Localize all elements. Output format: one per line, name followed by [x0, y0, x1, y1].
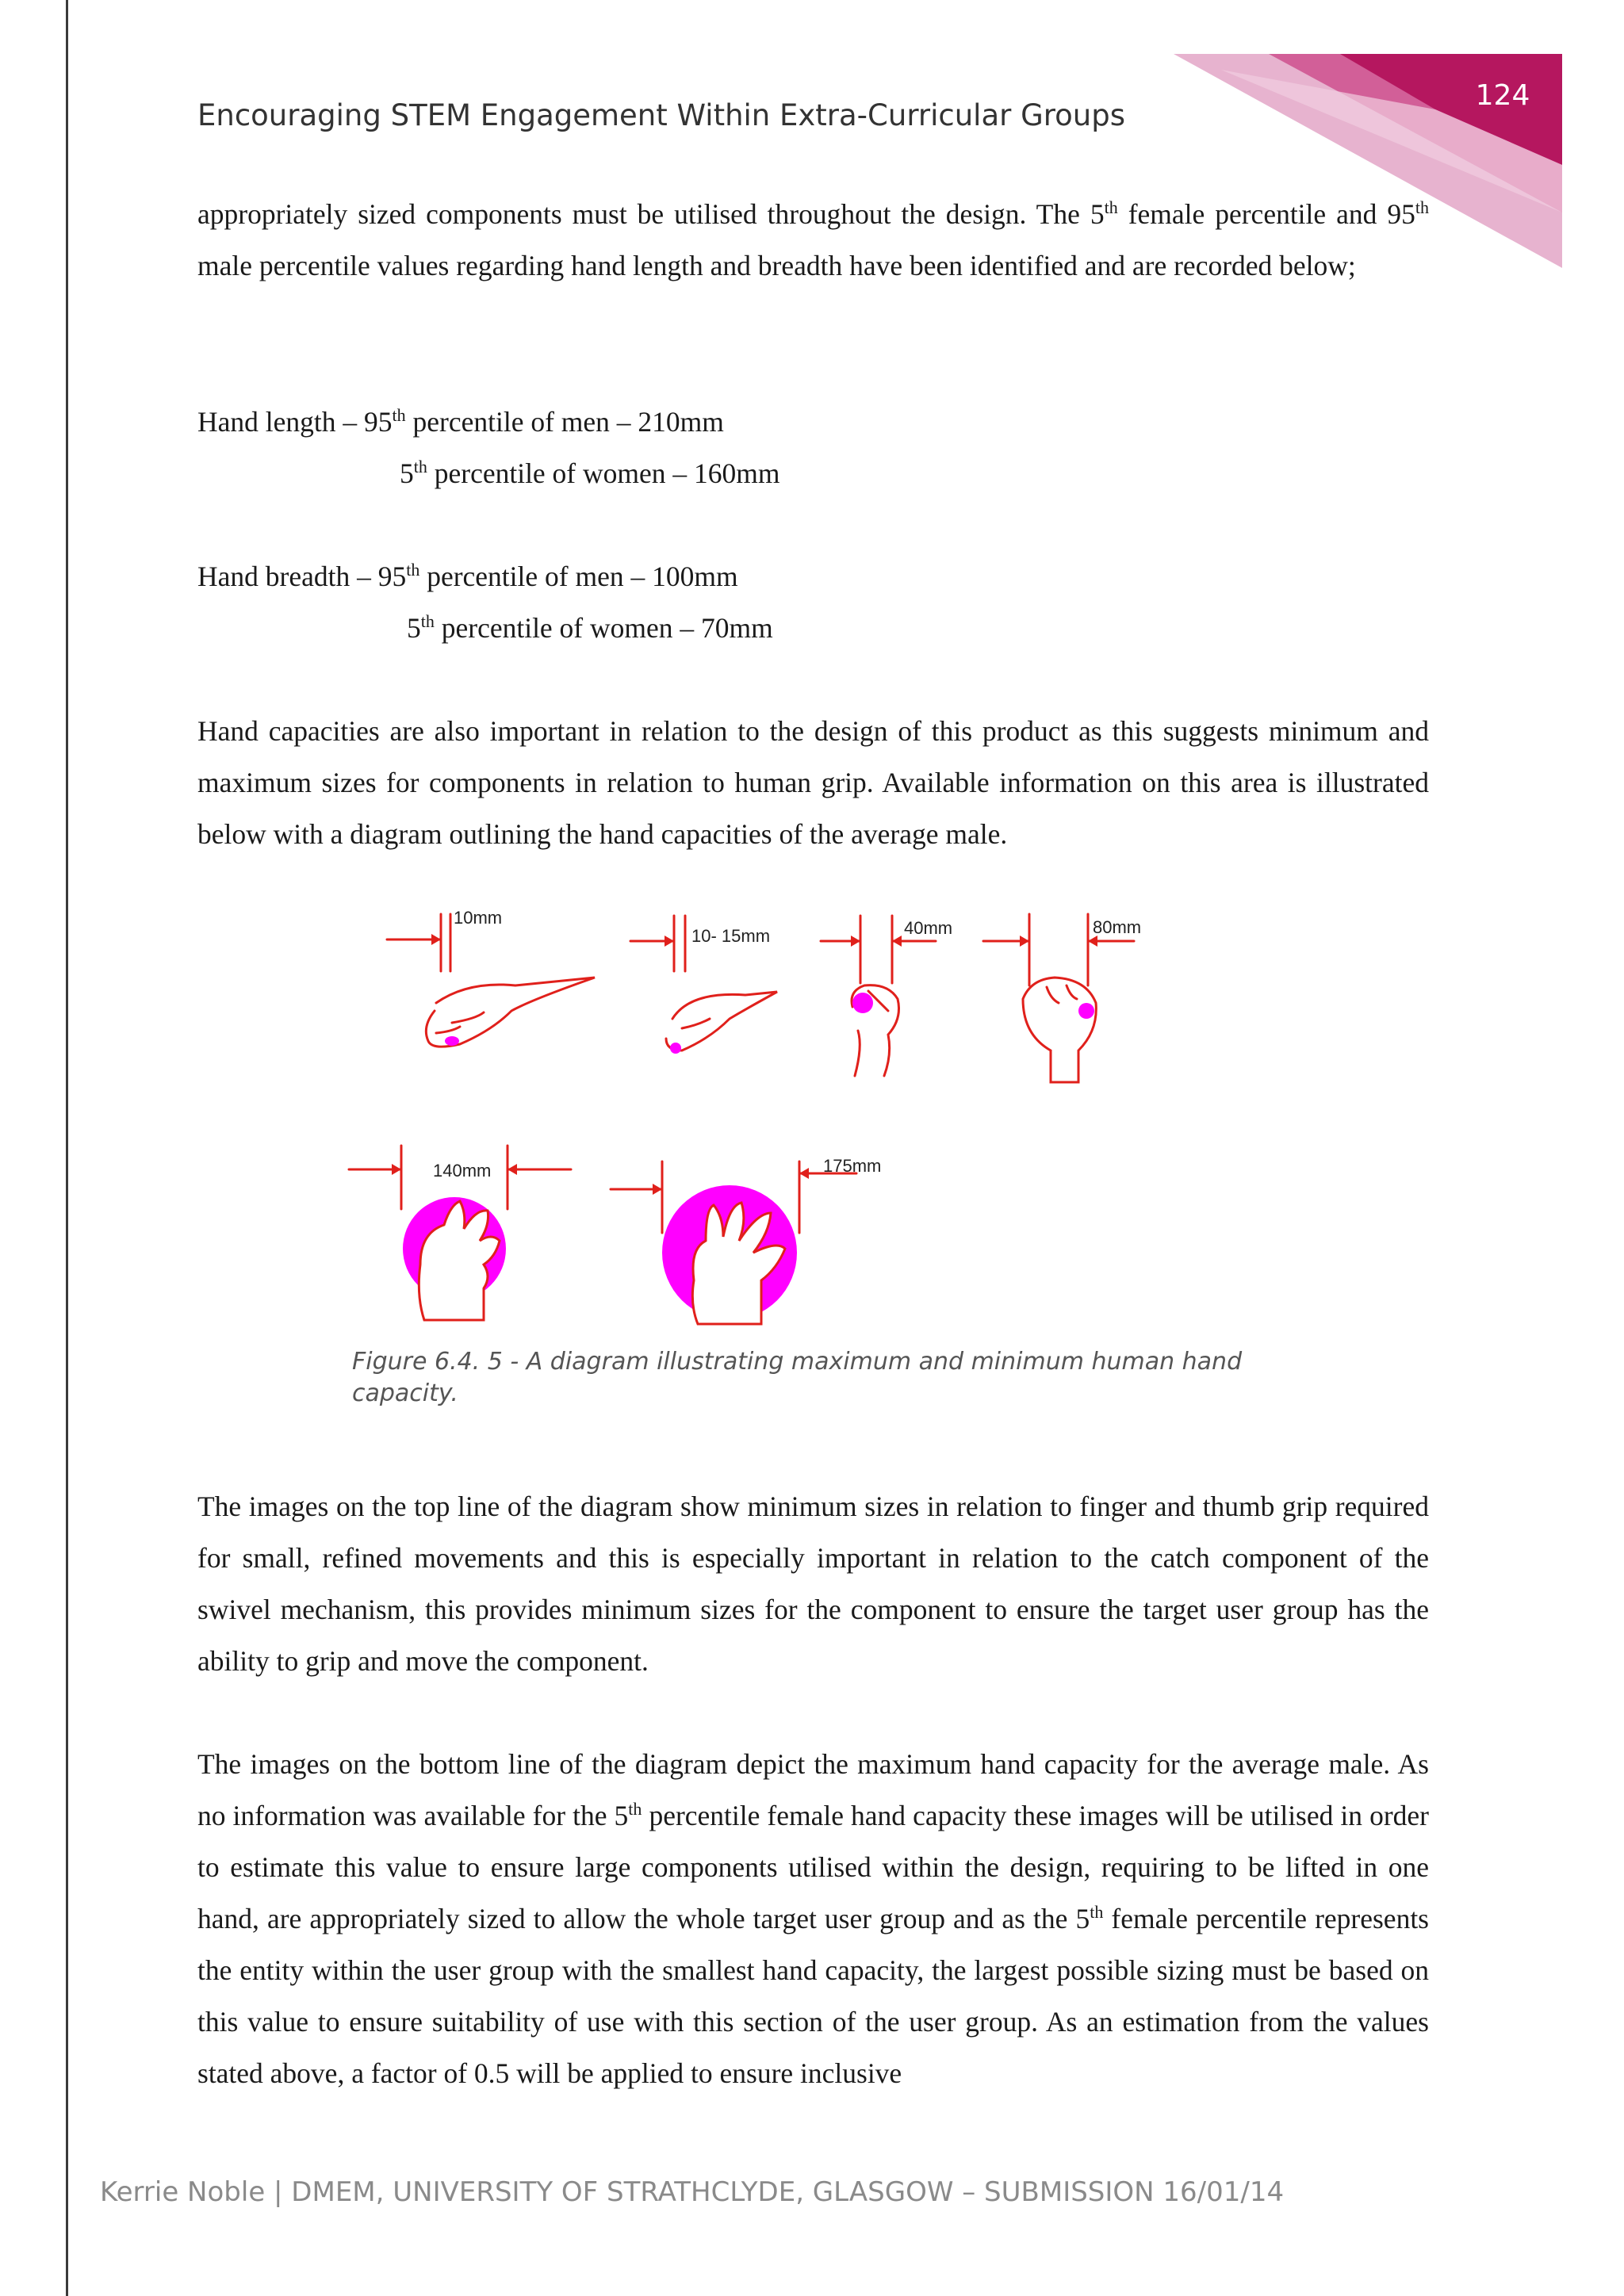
label-40mm: 40mm: [904, 918, 953, 938]
hand-span-175mm-illustration: [611, 1161, 856, 1324]
page-footer: Kerrie Noble | DMEM, UNIVERSITY OF STRATHCLYDE, GLASGOW – SUBMISSION 16/01/14: [100, 2176, 1285, 2208]
figure-caption: Figure 6.4. 5 - A diagram illustrating maximum and minimum human hand capacity.: [352, 1348, 1243, 1407]
hand-breadth-men: Hand breadth – 95th percentile of men – 100mm: [197, 560, 738, 592]
paragraph-top-line: The images on the top line of the diagram show minimum sizes in relation to finger and thumb grip required for small, refined movements and this is especially important in relation to the catch component of the swivel mechanism, this provides minimum sizes for the component to ensure the target user group has the ability to grip and move the component.: [197, 1490, 1429, 1677]
hand-length-women: 5th percentile of women – 160mm: [400, 457, 780, 489]
label-10-15mm: 10- 15mm: [691, 926, 771, 946]
hand-length-men: Hand length – 95th percentile of men – 210mm: [197, 405, 724, 438]
hand-grip-40mm-illustration: [821, 916, 936, 1076]
hand-grip-80mm-illustration: [983, 914, 1134, 1082]
paragraph-intro: appropriately sized components must be utilised throughout the design. The 5th female percentile and 95th male percentile values regarding hand length and breadth have been identified and are recorded below;: [197, 197, 1429, 281]
label-175mm: 175mm: [823, 1156, 882, 1176]
label-80mm: 80mm: [1093, 917, 1142, 937]
hand-pinch-10mm-illustration: [387, 914, 595, 1047]
paragraph-hand-capacities: Hand capacities are also important in relation to the design of this product as this suggests minimum and maximum sizes for components in relation to human grip. Available information on this area is illustrated below with a diagram outlining the hand capacities of the average male.: [197, 715, 1429, 850]
paragraph-bottom-line: The images on the bottom line of the diagram depict the maximum hand capacity for the average male. As no information was available for the 5th percentile female hand capacity these images will be utilised in order to estimate this value to ensure large components utilised within the design, requiring to be lifted in one hand, are appropriately sized to allow the whole target user group and as the 5th female percentile represents the entity within the user group with the smallest hand capacity, the largest possible sizing must be based on this value to ensure suitability of use with this section of the user group. As an estimation from the values stated above, a factor of 0.5 will be applied to ensure inclusive: [197, 1748, 1429, 2089]
hand-capacity-diagram: [333, 892, 1300, 1344]
label-10mm: 10mm: [454, 908, 503, 928]
page-number: 124: [1475, 79, 1530, 112]
label-140mm: 140mm: [433, 1161, 492, 1181]
left-margin-rule: [66, 0, 68, 2296]
hand-breadth-women: 5th percentile of women – 70mm: [407, 611, 773, 644]
running-header: Encouraging STEM Engagement Within Extra-Curricular Groups: [197, 98, 1126, 132]
